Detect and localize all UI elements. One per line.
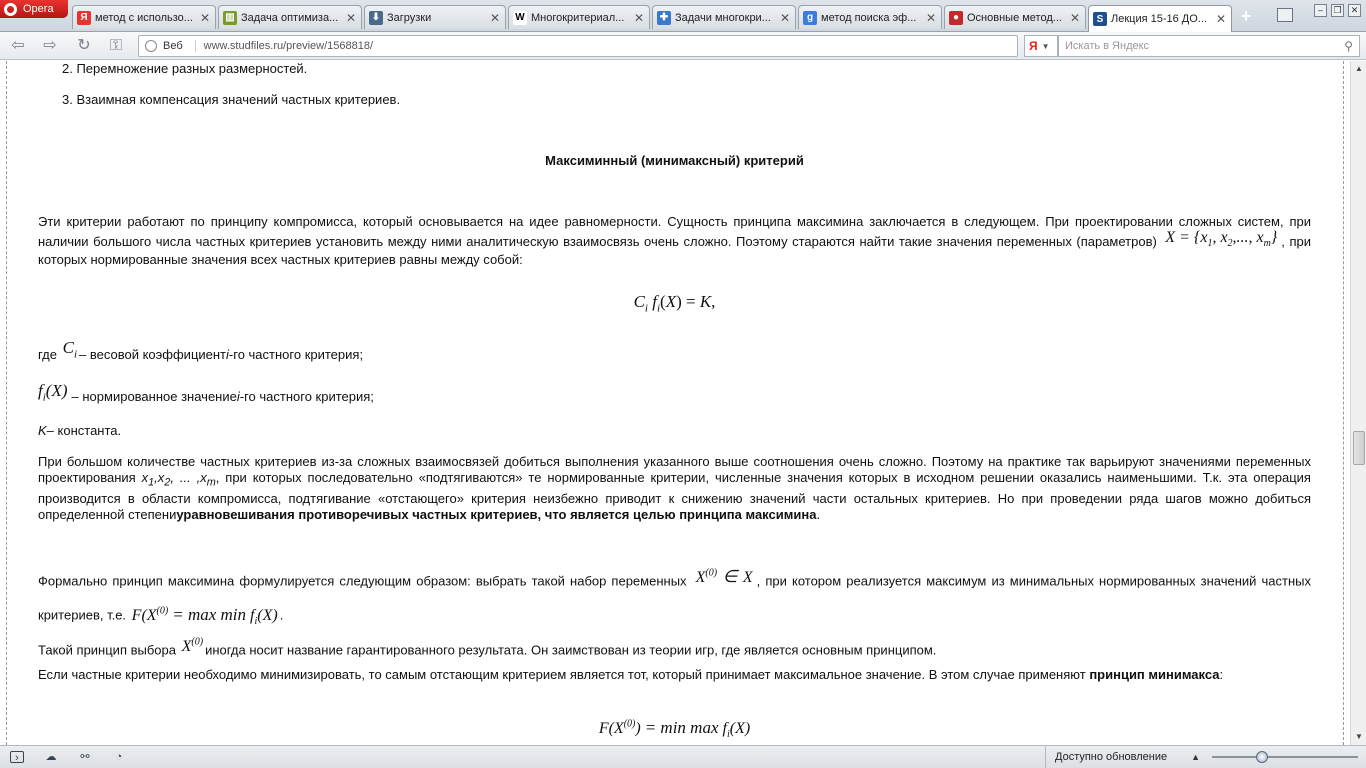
tab-title: Задачи многокри...	[675, 11, 771, 24]
fi-symbol: $f_i(X)$	[38, 381, 68, 404]
forward-icon[interactable]: ⇨	[43, 37, 57, 54]
yandex-icon: Я	[1029, 39, 1038, 53]
list-item: 2. Перемножение разных размерностей.	[62, 61, 308, 76]
paragraph	[38, 214, 1311, 268]
paragraph	[38, 454, 1311, 523]
close-tab-icon[interactable]: ✕	[779, 10, 791, 25]
close-tab-icon[interactable]: ✕	[345, 10, 357, 25]
browser-tab[interactable]	[508, 5, 650, 29]
globe-icon	[145, 40, 157, 52]
downloads-icon: ⬇	[369, 11, 383, 25]
search-icon[interactable]: ⚲	[1344, 39, 1353, 53]
punctuation: :	[1219, 667, 1224, 682]
yandex-icon: Я	[77, 11, 91, 25]
chevron-up-icon[interactable]: ▲	[1191, 752, 1201, 762]
tab-menu-button[interactable]	[1277, 8, 1293, 22]
search-placeholder: Искать в Яндекс	[1065, 40, 1150, 52]
key-icon[interactable]: ⚿	[109, 37, 123, 54]
tab-title: метод поиска эф...	[821, 11, 917, 24]
site-icon: ●	[949, 11, 963, 25]
paragraph-text: иногда носит название гарантированного результата. Он заимствован из теории игр, где является основным принципом.	[205, 642, 937, 658]
puzzle-icon: ✚	[657, 11, 671, 25]
definition-k	[38, 423, 121, 439]
paragraph	[38, 667, 1311, 683]
scrollbar-thumb[interactable]	[1353, 431, 1365, 465]
browser-tab[interactable]	[798, 5, 942, 29]
navigation-bar	[0, 32, 1366, 60]
cloud-icon[interactable]: ☁	[45, 751, 57, 763]
tab-title: метод с использо...	[95, 11, 193, 24]
vertical-scrollbar[interactable]	[1350, 61, 1366, 745]
list-item: 3. Взаимная компенсация значений частных критериев.	[62, 92, 401, 107]
definition-fi	[38, 383, 374, 405]
paragraph-text: , при которых нормированные значения всех частных критериев равны между собой:	[38, 234, 1311, 268]
paragraph	[38, 635, 1311, 658]
tab-title: Задача оптимиза...	[241, 11, 339, 24]
section-heading: Максиминный (минимаксный) критерий	[545, 153, 804, 168]
speed-dial-icon[interactable]: ◔	[115, 751, 123, 763]
definition-text: – весовой коэффициент	[79, 347, 227, 362]
tab-title: Многокритериал...	[531, 11, 625, 24]
x0-symbol: $X^{(0)}$	[181, 637, 204, 656]
paragraph-text: Эти критерии работают по принципу компромисса, который основывается на идее равномерности. Сущность принципа максимина заключается в следующем. При проектировании сложных систем, при наличии большого числа частных критериев установить между ними аналитическую взаимосвязь очень сложно. Поэтому стараются найти такие значения переменных (параметров)	[38, 214, 1311, 249]
opera-menu-button[interactable]	[0, 0, 68, 18]
browser-tab[interactable]	[1088, 5, 1232, 32]
studfiles-s-icon: S	[1093, 12, 1107, 26]
ci-symbol: $C_i$	[62, 338, 78, 361]
left-margin-line	[6, 61, 7, 745]
maximin-formula: $F(X^{(0)} = \max \min f_i(X)$	[131, 604, 278, 627]
right-margin-line	[1343, 61, 1344, 745]
paragraph	[38, 559, 1311, 637]
paragraph-text: , при которых последовательно «подтягиваются» те нормированные критерии, численные значения которых в исходном решении оказались наименьшими. Т.к. эта операция производится в области компромисса, подтягивание «отстающего» критерия неизбежно приводит к снижению значений части остальных критериев. Но при проведении ряда шагов можно добиться определенной степени	[38, 470, 1311, 522]
tab-title: Основные метод...	[967, 11, 1062, 24]
variables-set-formula: $X = \{x_1$, $x_2$,..., $x_m$}	[1165, 229, 1278, 250]
update-text: Доступно обновление	[1055, 751, 1168, 763]
page-content	[0, 61, 1350, 745]
close-window-button[interactable]: ✕	[1348, 4, 1361, 17]
browser-tab[interactable]	[364, 5, 506, 29]
zoom-track	[1212, 756, 1358, 758]
restore-button[interactable]: ❐	[1331, 4, 1344, 17]
reload-icon[interactable]: ↻	[77, 37, 91, 54]
tab-title: Загрузки	[387, 11, 432, 24]
browser-tab[interactable]	[72, 5, 216, 29]
definition-text: -го частного критерия;	[239, 389, 374, 404]
google-icon: g	[803, 11, 817, 25]
equation: $C_i$ $f_i(X) = K$,	[633, 292, 716, 315]
close-tab-icon[interactable]: ✕	[199, 10, 211, 25]
update-notice[interactable]	[1045, 746, 1210, 768]
emphasis-text: уравновешивания противоречивых частных критериев, что является целью принципа максимина	[176, 506, 817, 522]
chevron-down-icon: ▼	[1041, 41, 1050, 51]
paragraph-text: , при котором реализуется максимум из минимальных нормированных значений частных критериев, т.е.	[38, 573, 1311, 623]
opera-logo-icon	[4, 3, 17, 16]
paragraph-text: Если частные критерии необходимо минимизировать, то самым отстающим критерием является тот, который принимает максимальное значение. В этом случае применяют	[38, 667, 1086, 682]
scroll-down-icon[interactable]: ▼	[1355, 732, 1363, 741]
paragraph-text: При большом количестве частных критериев из-за сложных взаимосвязей добиться выполнения указанного выше соотношения очень сложно. Поэтому на практике так варьируют значениями переменных проектирования	[38, 454, 1311, 485]
k-symbol: K	[38, 423, 47, 438]
scroll-up-icon[interactable]: ▲	[1355, 64, 1363, 73]
definition-ci	[38, 340, 363, 363]
punctuation: .	[279, 607, 284, 623]
opera-menu-label: Opera	[23, 3, 54, 15]
tab-bar	[0, 0, 1366, 32]
close-tab-icon[interactable]: ✕	[925, 10, 937, 25]
index-i: i	[236, 389, 240, 404]
search-input[interactable]	[1058, 35, 1360, 57]
url-text[interactable]: www.studfiles.ru/preview/1568818/	[203, 40, 374, 52]
close-tab-icon[interactable]: ✕	[1215, 12, 1227, 26]
close-tab-icon[interactable]: ✕	[633, 10, 645, 25]
browser-tab[interactable]	[218, 5, 362, 29]
zoom-slider-handle[interactable]	[1256, 751, 1268, 763]
browser-tab[interactable]	[652, 5, 796, 29]
zoom-slider[interactable]	[1212, 751, 1358, 763]
paragraph-text: Формально принцип максимина формулируется следующим образом: выбрать такой набор переменных	[38, 573, 687, 589]
status-bar	[0, 745, 1366, 768]
index-i: i	[226, 347, 229, 362]
address-bar[interactable]	[138, 35, 1018, 57]
back-icon[interactable]: ⇦	[11, 37, 25, 54]
design-variables: $x_1,x_2$, ... $,x_m$	[141, 470, 216, 489]
tab-title: Лекция 15-16 ДО...	[1111, 13, 1207, 25]
emphasis-text: принцип минимакса	[1089, 667, 1220, 682]
minimax-equation: $F(X^{(0)}) = \min \max f_i(X)$	[598, 718, 751, 741]
wikipedia-icon: W	[513, 11, 527, 25]
studfiles-books-icon: ▥	[223, 11, 237, 25]
browser-tab[interactable]	[944, 5, 1086, 29]
site-label: Веб	[163, 40, 196, 52]
search-engine-selector[interactable]	[1024, 35, 1058, 57]
new-tab-button[interactable]: +	[1240, 6, 1252, 26]
definition-text: – константа.	[46, 423, 122, 438]
definition-text: где	[38, 347, 57, 362]
close-tab-icon[interactable]: ✕	[489, 10, 501, 25]
definition-text: -го частного критерия;	[228, 347, 364, 362]
paragraph-text: Такой принцип выбора	[38, 642, 176, 658]
panel-toggle-icon[interactable]: ›	[10, 751, 24, 763]
punctuation: .	[816, 506, 821, 522]
definition-text: – нормированное значение	[71, 389, 237, 404]
close-tab-icon[interactable]: ✕	[1069, 10, 1081, 25]
share-icon[interactable]: ⚯	[80, 751, 90, 763]
x0-in-x-formula: $X^{(0)}$ ∈ X	[695, 567, 753, 587]
minimize-button[interactable]: –	[1314, 4, 1327, 17]
